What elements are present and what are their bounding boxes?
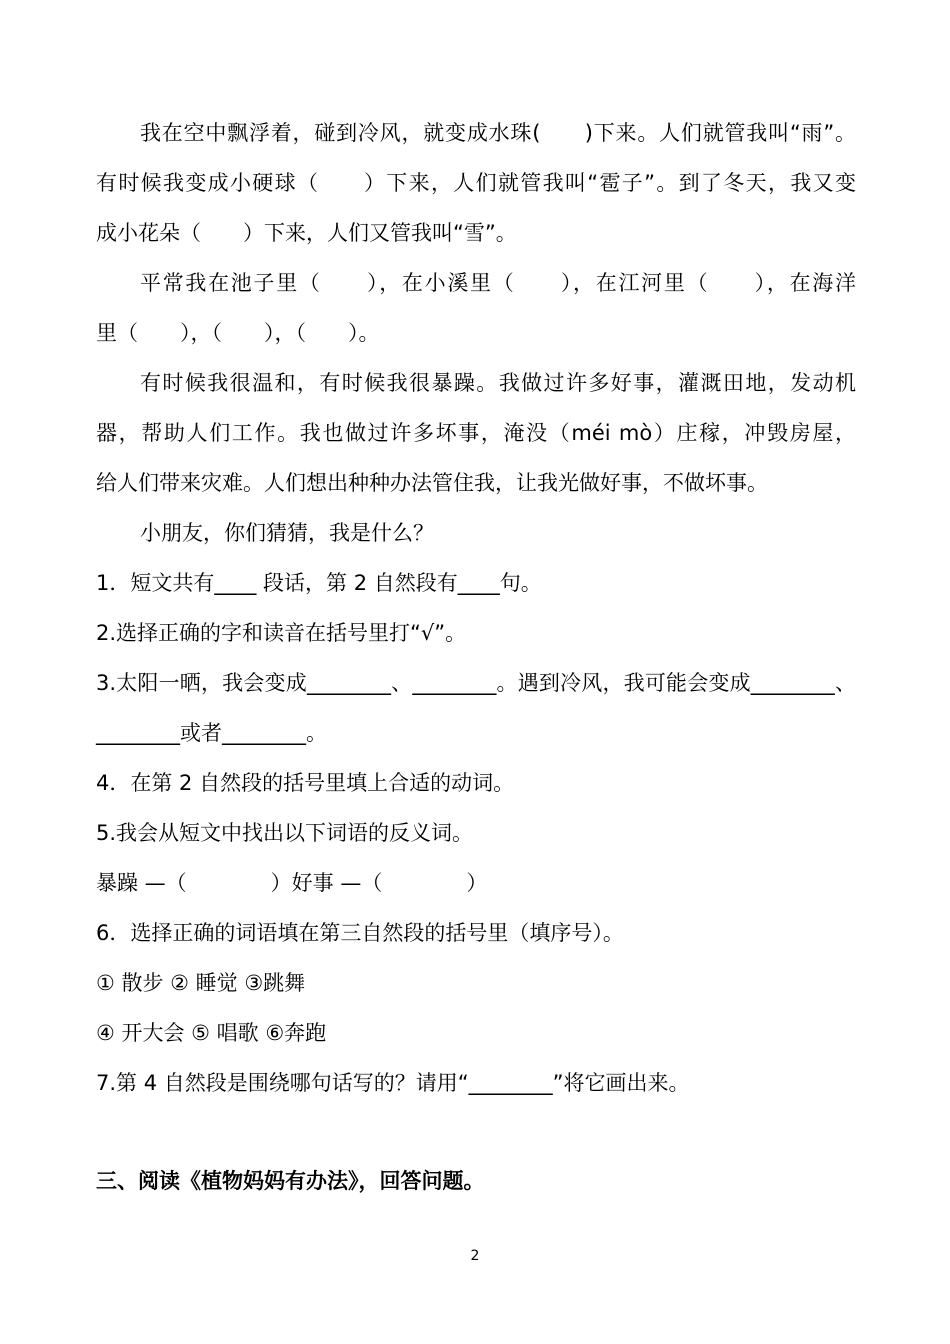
question-3-line-2: ________或者________。 xyxy=(96,721,327,745)
question-1: 1．短文共有____ 段话，第 2 自然段有____句。 xyxy=(96,571,542,595)
question-7: 7.第 4 自然段是围绕哪句话写的？请用“________”将它画出来。 xyxy=(96,1071,690,1095)
paragraph-2-line-1: 平常我在池子里（ ），在小溪里（ ），在江河里（ ），在海洋 xyxy=(140,271,856,295)
question-6-options-1: ① 散步 ② 睡觉 ③跳舞 xyxy=(96,971,306,995)
page-number: 2 xyxy=(470,1248,480,1264)
question-3-line-1: 3.太阳一晒，我会变成________、________。遇到冷风，我可能会变成________、 xyxy=(96,671,856,695)
question-5: 5.我会从短文中找出以下词语的反义词。 xyxy=(96,821,474,845)
question-6: 6．选择正确的词语填在第三自然段的括号里（填序号）。 xyxy=(96,921,624,945)
question-2: 2.选择正确的字和读音在括号里打“√”。 xyxy=(96,621,467,645)
paragraph-1-line-3: 成小花朵（ ）下来，人们又管我叫“雪”。 xyxy=(96,221,517,245)
question-5-items: 暴躁 —（ ）好事 —（ ） xyxy=(96,871,488,895)
paragraph-3-line-1: 有时候我很温和，有时候我很暴躁。我做过许多好事，灌溉田地，发动机 xyxy=(140,371,856,395)
paragraph-4-line-1: 小朋友，你们猜猜，我是什么？ xyxy=(140,521,434,545)
paragraph-3-line-3: 给人们带来灾难。人们想出种种办法管住我，让我光做好事，不做坏事。 xyxy=(96,471,768,495)
paragraph-3-line-2: 器，帮助人们工作。我也做过许多坏事，淹没（méi mò）庄稼，冲毁房屋， xyxy=(96,421,856,445)
paragraph-1-line-1: 我在空中飘浮着，碰到冷风，就变成水珠( )下来。人们就管我叫“雨”。 xyxy=(140,121,856,145)
paragraph-2-line-2: 里（ ），（ ），（ ）。 xyxy=(96,321,380,345)
question-4: 4．在第 2 自然段的括号里填上合适的动词。 xyxy=(96,771,515,795)
section-3-title: 三、阅读《植物妈妈有办法》，回答问题。 xyxy=(96,1169,485,1193)
paragraph-1-line-2: 有时候我变成小硬球（ ）下来，人们就管我叫“雹子”。到了冬天，我又变 xyxy=(96,171,856,195)
question-6-options-2: ④ 开大会 ⑤ 唱歌 ⑥奔跑 xyxy=(96,1021,327,1045)
